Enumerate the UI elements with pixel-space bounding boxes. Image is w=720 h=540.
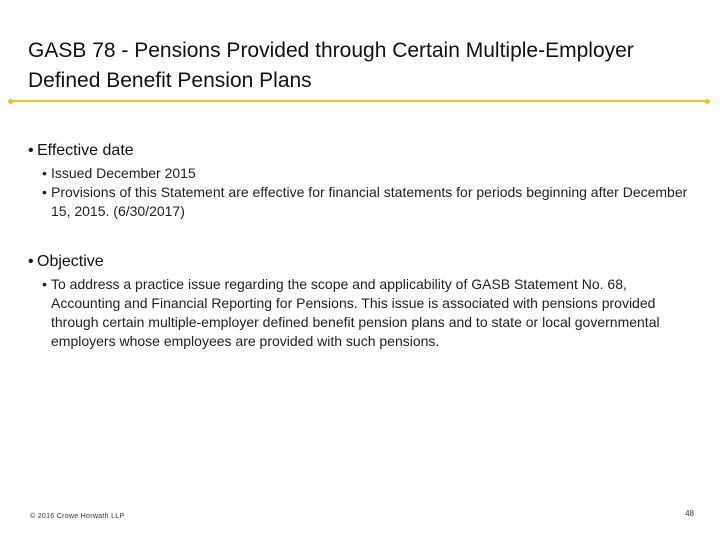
section-effective-date	[28, 140, 698, 221]
section-heading-text: Objective	[37, 253, 104, 270]
bullet-icon: •	[42, 165, 47, 181]
slide-title: GASB 78 - Pensions Provided through Certain Multiple-Employer Defined Benefit Pension Plans	[28, 39, 634, 92]
bullet-list	[28, 164, 698, 221]
copyright-footer: © 2016 Crowe Horwath LLP	[30, 513, 125, 520]
divider-dot-right	[705, 99, 710, 104]
list-item	[35, 183, 698, 221]
list-item-text: To address a practice issue regarding the scope and applicability of GASB Statement No. 68, Accounting and Financial Reporting for Pensions. This issue is associated with pensions provided through certain multiple-employer defined benefit pension plans and to state or local governmental employers whose employees are provided with such pensions.	[51, 276, 660, 349]
section-heading	[28, 140, 698, 162]
bullet-icon: •	[42, 276, 47, 292]
title-divider	[10, 100, 708, 102]
bullet-icon: •	[42, 184, 47, 200]
slide-content	[28, 140, 698, 381]
section-heading	[28, 251, 698, 273]
section-heading-text: Effective date	[37, 142, 134, 159]
list-item-text: Issued December 2015	[51, 165, 196, 181]
list-item-text: Provisions of this Statement are effective for financial statements for periods beginning after December 15, 2015. (6/30/2017)	[51, 184, 688, 219]
bullet-icon: •	[28, 142, 34, 159]
section-objective	[28, 251, 698, 351]
divider-dot-left	[8, 99, 13, 104]
page-number: 48	[685, 509, 694, 518]
bullet-list	[28, 275, 698, 351]
list-item	[35, 275, 698, 351]
list-item	[35, 164, 698, 183]
bullet-icon: •	[28, 253, 34, 270]
